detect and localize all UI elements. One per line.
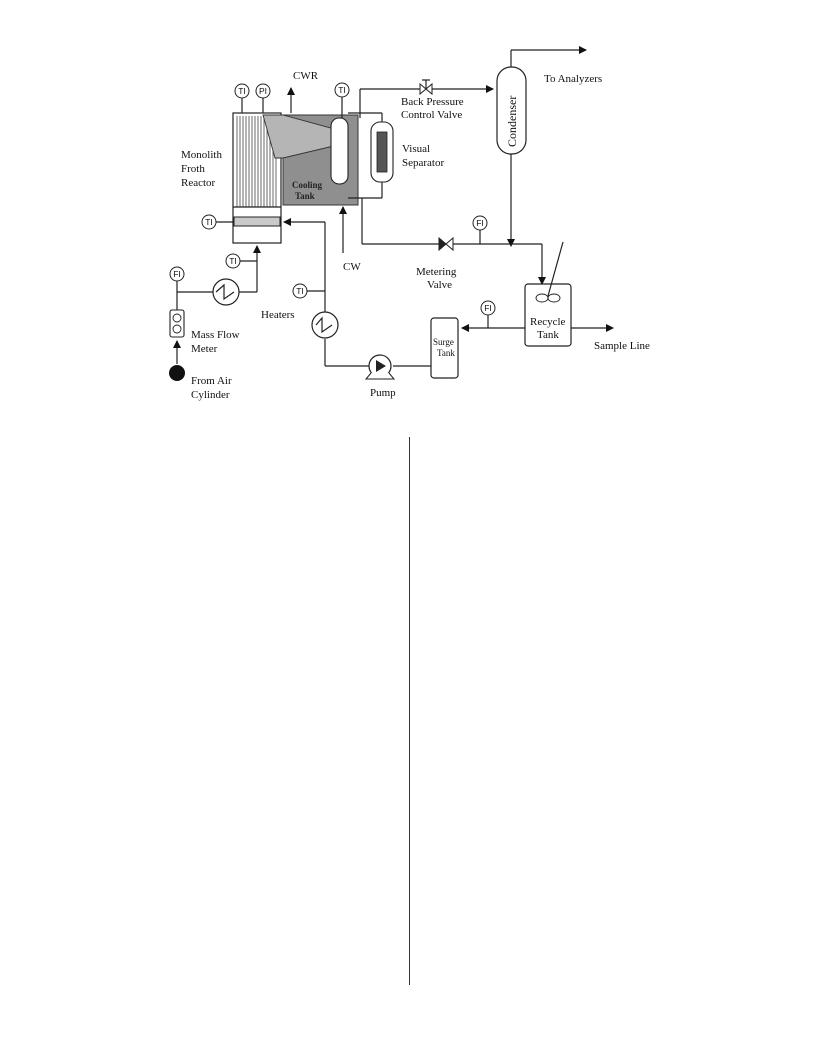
mass-flow-label-2: Meter: [191, 343, 218, 355]
liquid-heater: [312, 312, 338, 338]
pump-label: Pump: [370, 387, 396, 399]
cw-label: CW: [343, 261, 361, 273]
condenser-label: Condenser: [505, 95, 519, 147]
svg-text:TI: TI: [205, 217, 213, 227]
reactor-label-3: Reactor: [181, 177, 216, 189]
air-heater: [213, 279, 239, 305]
distributor-plate: [234, 217, 280, 226]
surge-tank-label-1: Surge: [433, 337, 454, 347]
from-air-label-1: From Air: [191, 375, 232, 387]
gas-liquid-separator-column: [331, 118, 348, 184]
fi-air-instrument: [170, 267, 184, 292]
mass-flow-label-1: Mass Flow: [191, 329, 240, 341]
ti-top-instrument: [235, 84, 249, 113]
fi-metering-instrument: [473, 216, 487, 244]
ti-separator-instrument: [335, 83, 349, 118]
recycle-tank-label-2: Tank: [537, 329, 559, 341]
heaters-label: Heaters: [261, 309, 295, 321]
svg-text:TI: TI: [229, 256, 237, 266]
svg-text:PI: PI: [258, 86, 268, 96]
visual-separator-label-2: Separator: [402, 157, 445, 169]
svg-text:FI: FI: [476, 218, 484, 228]
cooling-tank-label-2: Tank: [295, 191, 315, 201]
recycle-tank-label-1: Recycle: [530, 316, 566, 328]
svg-text:FI: FI: [484, 303, 492, 313]
svg-text:TI: TI: [338, 85, 346, 95]
cwr-label: CWR: [293, 70, 319, 82]
air-cylinder: [169, 365, 185, 381]
reactor-label-2: Froth: [181, 163, 205, 175]
surge-tank-label-2: Tank: [437, 348, 455, 358]
mass-flow-meter: [170, 310, 184, 337]
metering-valve-label-2: Valve: [427, 279, 453, 291]
ti-liquid-heater-instrument: [293, 284, 325, 298]
pi-top-instrument: [256, 84, 270, 113]
back-pressure-control-valve: [420, 80, 432, 94]
pump: [366, 355, 394, 379]
metering-valve-label-1: Metering: [416, 266, 457, 278]
fi-surge-instrument: [481, 301, 495, 328]
from-air-label-2: Cylinder: [191, 389, 230, 401]
ti-air-heater-instrument: [226, 254, 257, 268]
to-analyzers-label: To Analyzers: [544, 73, 603, 85]
reactor-label-1: Monolith: [181, 149, 222, 161]
visual-separator-label-1: Visual: [402, 143, 431, 155]
svg-text:FI: FI: [173, 269, 181, 279]
svg-text:TI: TI: [296, 286, 304, 296]
svg-text:TI: TI: [238, 86, 246, 96]
cooling-tank-label-1: Cooling: [292, 180, 323, 190]
sample-line-label: Sample Line: [594, 340, 650, 352]
metering-valve: [439, 238, 453, 250]
column-divider: [409, 437, 410, 985]
back-pressure-label-1: Back Pressure: [401, 96, 464, 108]
ti-reactor-bottom-instrument: [202, 215, 233, 229]
back-pressure-label-2: Control Valve: [401, 109, 463, 121]
